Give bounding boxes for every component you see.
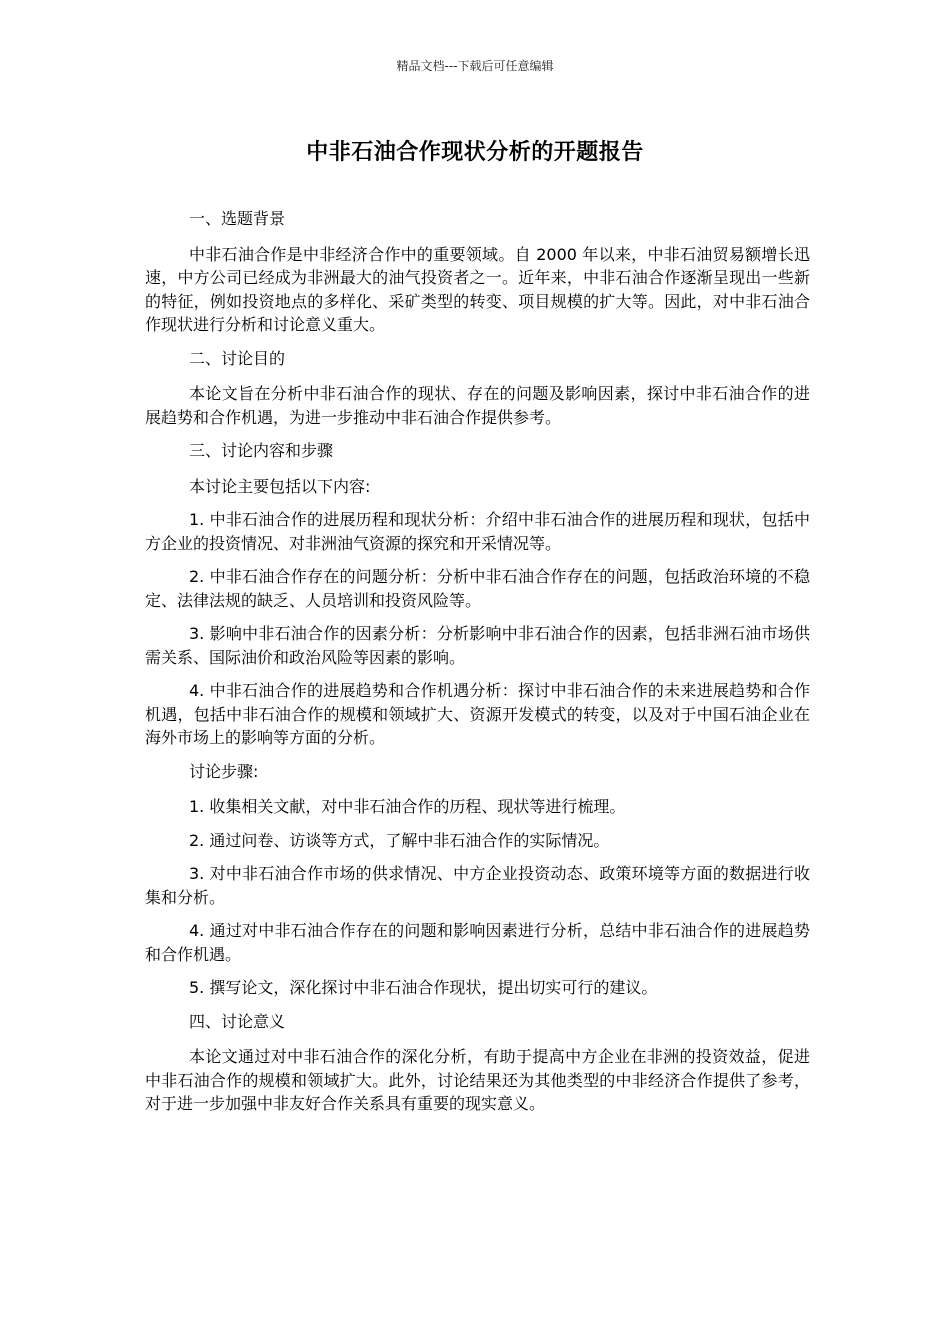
step-item-1: 1. 收集相关文献，对中非石油合作的历程、现状等进行梳理。 bbox=[189, 797, 626, 816]
paragraph-purpose: 本论文旨在分析中非石油合作的现状、存在的问题及影响因素，探讨中非石油合作的进展趋势和合作机遇，为进一步推动中非石油合作提供参考。 bbox=[145, 384, 810, 427]
section-heading-purpose: 二、讨论目的 bbox=[189, 348, 286, 368]
document-body bbox=[145, 207, 810, 1126]
step-item-3: 3. 对中非石油合作市场的供求情况、中方企业投资动态、政策环境等方面的数据进行收集和分析。 bbox=[145, 864, 810, 907]
section-heading-content: 三、讨论内容和步骤 bbox=[189, 441, 334, 460]
paragraph-content-intro: 本讨论主要包括以下内容: bbox=[189, 476, 371, 496]
step-item-5: 5. 撰写论文，深化探讨中非石油合作现状，提出切实可行的建议。 bbox=[189, 978, 658, 997]
header-note: 精品文档---下载后可任意编辑 bbox=[396, 59, 554, 73]
document-title: 中非石油合作现状分析的开题报告 bbox=[306, 140, 644, 165]
section-heading-significance: 四、讨论意义 bbox=[189, 1011, 286, 1031]
steps-heading: 讨论步骤: bbox=[189, 761, 259, 781]
paragraph-significance: 本论文通过对中非石油合作的深化分析，有助于提高中方企业在非洲的投资效益，促进中非石油合作的规模和领域扩大。此外，讨论结果还为其他类型的中非经济合作提供了参考，对于进一步加强中非友好合作关系具有重要的现实意义。 bbox=[145, 1047, 810, 1113]
content-item-4: 4. 中非石油合作的进展趋势和合作机遇分析：探讨中非石油合作的未来进展趋势和合作机遇，包括中非石油合作的规模和领域扩大、资源开发模式的转变，以及对于中国石油企业在海外市场上的影响等方面的分析。 bbox=[145, 681, 810, 747]
content-item-3: 3. 影响中非石油合作的因素分析：分析影响中非石油合作的因素，包括非洲石油市场供需关系、国际油价和政治风险等因素的影响。 bbox=[145, 624, 810, 667]
section-heading-background: 一、选题背景 bbox=[189, 209, 286, 228]
step-item-4: 4. 通过对中非石油合作存在的问题和影响因素进行分析，总结中非石油合作的进展趋势和合作机遇。 bbox=[145, 921, 810, 964]
step-item-2: 2. 通过问卷、访谈等方式，了解中非石油合作的实际情况。 bbox=[189, 830, 610, 850]
paragraph-background: 中非石油合作是中非经济合作中的重要领域。自 2000 年以来，中非石油贸易额增长迅速，中方公司已经成为非洲最大的油气投资者之一。近年来，中非石油合作逐渐呈现出一些新的特征，例如投资地点的多样化、采矿类型的转变、项目规模的扩大等。因此，对中非石油合作现状进行分析和讨论意义重大。 bbox=[145, 244, 810, 334]
content-item-2: 2. 中非石油合作存在的问题分析：分析中非石油合作存在的问题，包括政治环境的不稳定、法律法规的缺乏、人员培训和投资风险等。 bbox=[145, 567, 810, 610]
content-item-1: 1. 中非石油合作的进展历程和现状分析：介绍中非石油合作的进展历程和现状，包括中方企业的投资情况、对非洲油气资源的探究和开采情况等。 bbox=[145, 510, 810, 553]
